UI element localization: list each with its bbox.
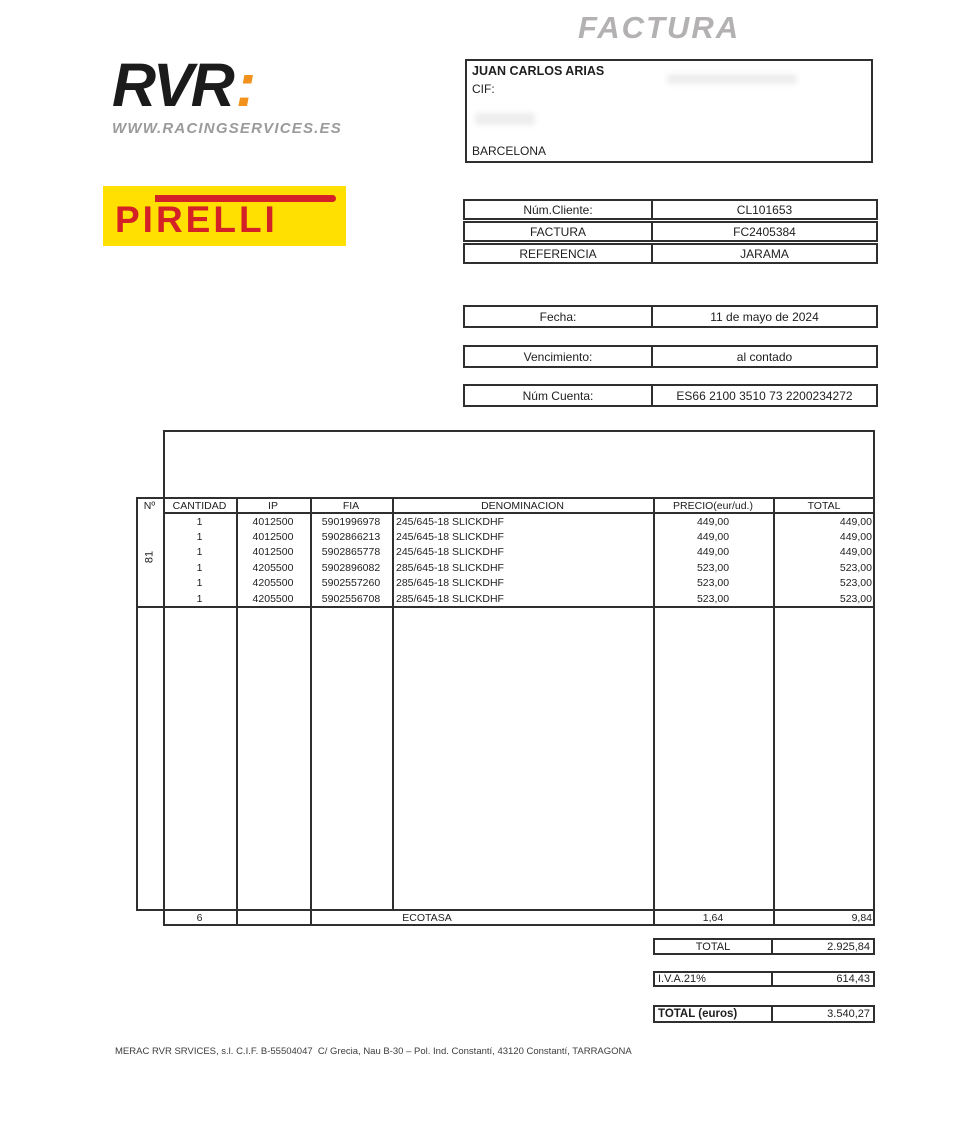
due-value: al contado: [736, 349, 793, 364]
item-total: 449,00: [839, 515, 872, 528]
account-label: Núm Cuenta:: [465, 386, 653, 405]
grand-total-box: [653, 1005, 875, 1023]
reference-row: [463, 243, 878, 264]
item-ip: 4012500: [252, 515, 294, 528]
item-denominacion: 285/645-18 SLICKDHF: [396, 577, 504, 590]
redacted-smudge: [475, 113, 535, 125]
item-precio: 523,00: [696, 561, 730, 574]
customer-city: BARCELONA: [472, 144, 547, 158]
item-cantidad: 1: [196, 515, 203, 528]
item-cantidad: 1: [196, 531, 203, 544]
account-row: [463, 384, 878, 407]
item-denominacion: 285/645-18 SLICKDHF: [396, 561, 504, 574]
company-footer-text: MERAC RVR SRVICES, s.l. C.I.F. B-55504047 C/ Grecia, Nau B-30 – Pol. Ind. Constantí, 43120 Constantí, TARRAGONA: [115, 1046, 632, 1057]
client-number-row: [463, 199, 878, 220]
ecotasa-line-1: [236, 909, 238, 926]
header-cantidad: CANTIDAD: [172, 499, 227, 512]
ecotasa-total: 9,84: [851, 911, 872, 924]
grand-total-label: TOTAL (euros): [655, 1007, 773, 1021]
item-row: [136, 514, 875, 529]
iva-value: 614,43: [836, 973, 870, 985]
due-row: [463, 345, 878, 368]
item-fia: 5902896082: [321, 561, 381, 574]
reference-label: REFERENCIA: [465, 245, 653, 262]
item-fia: 5901996978: [321, 515, 381, 528]
header-total: TOTAL: [807, 499, 841, 512]
item-cantidad: 1: [196, 592, 203, 605]
item-fia: 5902865778: [321, 546, 381, 559]
ecotasa-label: ECOTASA: [402, 911, 452, 924]
ecotasa-cantidad: 6: [196, 911, 203, 924]
invoice-number-row: [463, 221, 878, 242]
rvr-website-text: WWW.RACINGSERVICES.ES: [112, 120, 342, 137]
document-title: FACTURA: [578, 10, 741, 45]
header-precio: PRECIO(eur/ud.): [673, 499, 753, 512]
item-denominacion: 245/645-18 SLICKDHF: [396, 515, 504, 528]
item-precio: 449,00: [696, 546, 730, 559]
date-row: [463, 305, 878, 328]
item-row: [136, 591, 875, 606]
item-fia: 5902866213: [321, 531, 381, 544]
rvr-logo: [112, 52, 372, 137]
ecotasa-precio: 1,64: [702, 911, 724, 924]
item-total: 523,00: [839, 561, 872, 574]
item-denominacion: 285/645-18 SLICKDHF: [396, 592, 504, 605]
invoice-number-value: FC2405384: [733, 224, 796, 239]
pirelli-logo: [103, 186, 346, 246]
pirelli-logo-text: PIRELLI: [115, 199, 278, 240]
item-cantidad: 1: [196, 577, 203, 590]
account-value: ES66 2100 3510 73 2200234272: [676, 388, 853, 403]
item-row: [136, 545, 875, 560]
item-ip: 4205500: [252, 561, 294, 574]
rvr-logo-text: RVR:: [112, 51, 254, 119]
item-precio: 523,00: [696, 577, 730, 590]
grand-total-value: 3.540,27: [827, 1008, 870, 1020]
customer-box: [465, 59, 873, 163]
item-precio: 449,00: [696, 515, 730, 528]
reference-value: JARAMA: [740, 246, 789, 261]
item-denominacion: 245/645-18 SLICKDHF: [396, 531, 504, 544]
rvr-logo-colon: :: [235, 51, 254, 119]
subtotal-box: [653, 938, 875, 955]
item-ip: 4012500: [252, 531, 294, 544]
order-number-vertical: 81: [143, 550, 156, 564]
customer-name: JUAN CARLOS ARIAS: [472, 64, 605, 78]
item-precio: 523,00: [696, 592, 730, 605]
item-fia: 5902557260: [321, 577, 381, 590]
subtotal-label: TOTAL: [655, 940, 773, 953]
date-value: 11 de mayo de 2024: [710, 309, 819, 324]
items-table-header: [136, 498, 875, 513]
item-precio: 449,00: [696, 531, 730, 544]
item-row: [136, 560, 875, 575]
item-total: 449,00: [839, 546, 872, 559]
item-ip: 4205500: [252, 577, 294, 590]
due-label: Vencimiento:: [465, 347, 653, 366]
header-denominacion: DENOMINACION: [481, 499, 564, 512]
item-row: [136, 529, 875, 544]
client-number-value: CL101653: [736, 202, 793, 217]
item-cantidad: 1: [196, 546, 203, 559]
redacted-smudge: [667, 74, 797, 84]
iva-box: [653, 971, 875, 987]
item-ip: 4012500: [252, 546, 294, 559]
item-fia: 5902556708: [321, 592, 381, 605]
item-ip: 4205500: [252, 592, 294, 605]
date-label: Fecha:: [465, 307, 653, 326]
customer-cif-label: CIF:: [472, 82, 495, 96]
item-total: 523,00: [839, 592, 872, 605]
client-number-label: Núm.Cliente:: [465, 201, 653, 218]
invoice-number-label: FACTURA: [465, 223, 653, 240]
item-total: 449,00: [839, 531, 872, 544]
header-no: Nº: [143, 499, 156, 512]
header-fia: FIA: [342, 499, 360, 512]
header-ip: IP: [268, 499, 278, 512]
iva-label: I.V.A.21%: [655, 973, 773, 985]
item-row: [136, 576, 875, 591]
item-total: 523,00: [839, 577, 872, 590]
items-rows: [136, 514, 875, 606]
item-cantidad: 1: [196, 561, 203, 574]
subtotal-value: 2.925,84: [827, 940, 870, 953]
item-denominacion: 245/645-18 SLICKDHF: [396, 546, 504, 559]
